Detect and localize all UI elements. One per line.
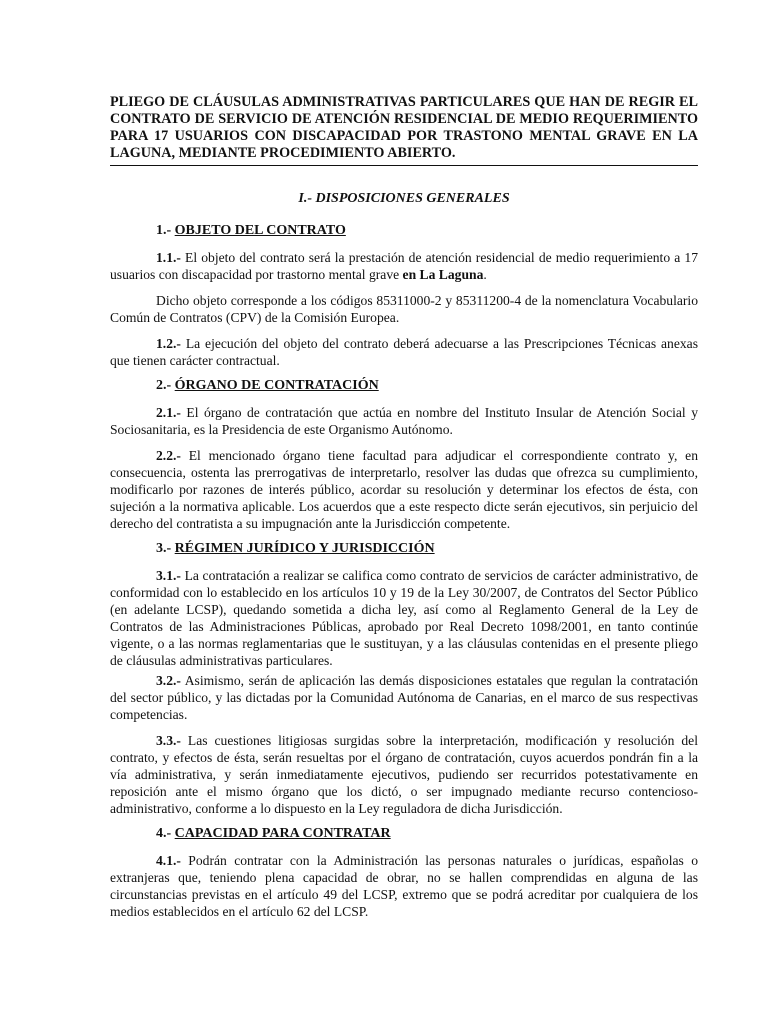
clause-text: La ejecución del objeto del contrato deberá adecuarse a las Prescripciones Técnicas anexas que tienen carácter contractual. bbox=[110, 336, 698, 368]
clause-text: La contratación a realizar se califica como contrato de servicios de carácter administrativo, de conformidad con lo establecido en los artículos 10 y 19 de la Ley 30/2007, de Contratos del Sector Público (en adelante LCSP), quedando sometida a dicha ley, así como al Reglamento General de la Ley de Contratos de las Administraciones Públicas, aprobado por Real Decreto 1098/2001, en tanto continúe vigente, o a las normas reglamentarias que le sustituyan, y a las cláusulas contenidas en el presente pliego de cláusulas administrativas particulares. bbox=[110, 568, 698, 668]
clause-2-2 bbox=[110, 447, 698, 532]
clause-1-1 bbox=[110, 249, 698, 283]
clause-bold-text: en La Laguna bbox=[402, 267, 484, 282]
clause-number: 3.3.- bbox=[156, 733, 181, 748]
clause-number: 2.2.- bbox=[156, 448, 181, 463]
clause-number: 1.2.- bbox=[156, 336, 181, 351]
clause-number: 3.2.- bbox=[156, 673, 181, 688]
section-number: 3.- bbox=[156, 541, 175, 556]
document-page bbox=[110, 94, 698, 929]
clause-text: Asimismo, serán de aplicación las demás disposiciones estatales que regulan la contratación del sector público, y las dictadas por la Comunidad Autónoma de Canarias, en el marco de sus respectivas competencias. bbox=[110, 673, 698, 722]
clause-text: El objeto del contrato será la prestación de atención residencial de medio requerimiento a 17 usuarios con discapacidad por trastorno mental grave bbox=[110, 250, 698, 282]
clause-3-2 bbox=[110, 672, 698, 723]
section-title: ÓRGANO DE CONTRATACIÓN bbox=[174, 378, 379, 393]
section-title: CAPACIDAD PARA CONTRATAR bbox=[174, 826, 391, 841]
part-title: I.- DISPOSICIONES GENERALES bbox=[298, 191, 510, 206]
clause-number: 3.1.- bbox=[156, 568, 181, 583]
clause-number: 1.1.- bbox=[156, 250, 181, 265]
section-heading-2 bbox=[156, 378, 698, 394]
clause-number: 4.1.- bbox=[156, 853, 181, 868]
clause-1-2 bbox=[110, 335, 698, 369]
section-number: 4.- bbox=[156, 826, 175, 841]
section-heading-3 bbox=[156, 541, 698, 557]
section-number: 1.- bbox=[156, 223, 175, 238]
section-title: RÉGIMEN JURÍDICO Y JURISDICCIÓN bbox=[174, 541, 435, 556]
section-number: 2.- bbox=[156, 378, 175, 393]
clause-3-3 bbox=[110, 732, 698, 817]
section-title: OBJETO DEL CONTRATO bbox=[174, 223, 346, 238]
clause-text: Dicho objeto corresponde a los códigos 85311000-2 y 85311200-4 de la nomenclatura Vocabulario Común de Contratos (CPV) de la Comisión Europea. bbox=[110, 293, 698, 325]
document-title: PLIEGO DE CLÁUSULAS ADMINISTRATIVAS PARTICULARES QUE HAN DE REGIR EL CONTRATO DE SERVICIO DE ATENCIÓN RESIDENCIAL DE MEDIO REQUERIMIENTO PARA 17 USUARIOS CON DISCAPACIDAD POR TRASTONO MENTAL GRAVE EN LA LAGUNA, MEDIANTE PROCEDIMIENTO ABIERTO. bbox=[110, 94, 698, 166]
clause-text: El órgano de contratación que actúa en nombre del Instituto Insular de Atención Social y Sociosanitaria, es la Presidencia de este Organismo Autónomo. bbox=[110, 405, 698, 437]
section-heading-4 bbox=[156, 826, 698, 842]
clause-end: . bbox=[483, 267, 487, 282]
clause-1-1-cpv bbox=[110, 292, 698, 326]
clause-number: 2.1.- bbox=[156, 405, 181, 420]
clause-3-1 bbox=[110, 567, 698, 669]
clause-4-1 bbox=[110, 852, 698, 920]
section-heading-1 bbox=[156, 223, 698, 239]
clause-text: El mencionado órgano tiene facultad para adjudicar el correspondiente contrato y, en consecuencia, ostenta las prerrogativas de interpretarlo, resolver las dudas que ofrezca su cumplimiento, modificarlo por razones de interés público, acordar su resolución y determinar los efectos de ésta, con sujeción a la normativa aplicable. Los acuerdos que a este respecto dicte serán ejecutivos, sin perjuicio del derecho del contratista a su impugnación ante la Jurisdicción competente. bbox=[110, 448, 698, 531]
clause-text: Las cuestiones litigiosas surgidas sobre la interpretación, modificación y resolución del contrato, y efectos de ésta, serán resueltas por el órgano de contratación, cuyos acuerdos pondrán fin a la vía administrativa, y serán inmediatamente ejecutivos, pudiendo ser recurridos potestativamente en reposición ante el mismo órgano que los dictó, o ser impugnado mediante recurso contencioso-administrativo, conforme a lo dispuesto en la Ley reguladora de dicha Jurisdicción. bbox=[110, 733, 698, 816]
clause-2-1 bbox=[110, 404, 698, 438]
clause-text: Podrán contratar con la Administración las personas naturales o jurídicas, españolas o extranjeras que, teniendo plena capacidad de obrar, no se hallen comprendidas en alguna de las circunstancias previstas en el artículo 49 del LCSP, extremo que se podrá acreditar por cualquiera de los medios establecidos en el artículo 62 del LCSP. bbox=[110, 853, 698, 919]
